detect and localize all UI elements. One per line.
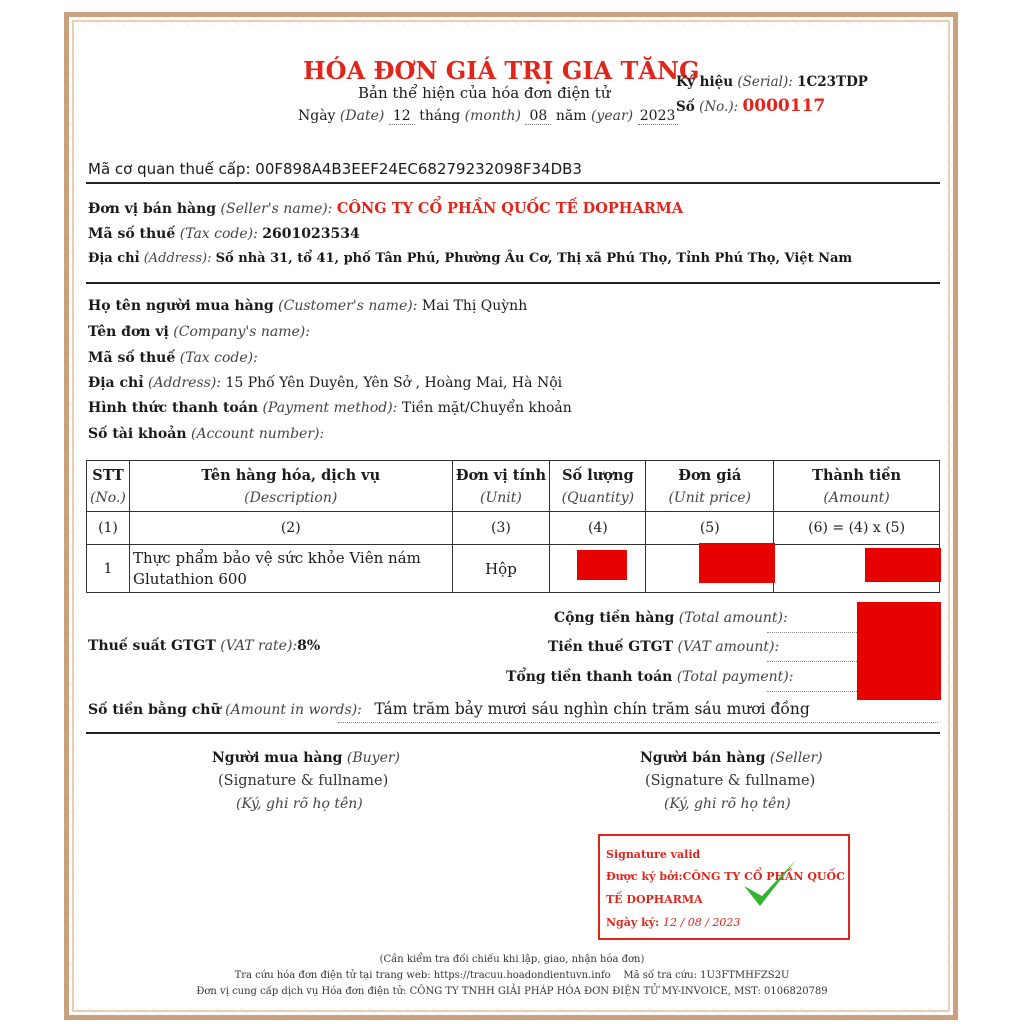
item-description-line: Glutathion 600 <box>132 569 247 588</box>
index-cell: (4) <box>550 512 646 545</box>
month-label-en: (month) <box>464 108 521 124</box>
buyer-title-en: (Buyer) <box>346 750 401 766</box>
total-amount-dotline <box>767 632 857 633</box>
item-description <box>129 545 452 593</box>
payment-method-label-en: (Payment method): <box>262 400 398 416</box>
seller-signature-hint: (Signature & fullname) <box>645 773 816 789</box>
total-amount-label-en: (Total amount): <box>678 610 788 626</box>
seller-title: Người bán hàng <box>640 750 766 766</box>
signed-by-text-2: TẾ DOPHARMA <box>606 893 703 906</box>
index-cell: (5) <box>646 512 774 545</box>
serial-value: 1C23TDP <box>797 74 868 90</box>
signed-date-label: Ngày ký: <box>606 916 660 929</box>
company-name-label-en: (Company's name): <box>173 324 310 340</box>
invoice-number-line <box>676 96 825 116</box>
checkmark-icon <box>740 856 800 912</box>
account-number-line <box>88 426 324 442</box>
divider <box>86 732 940 734</box>
account-number-label: Số tài khoản <box>88 426 187 442</box>
amount-words-dotline <box>338 722 938 723</box>
redacted-amount <box>865 548 941 582</box>
seller-title-en: (Seller) <box>769 750 823 766</box>
customer-name-line <box>88 298 527 314</box>
company-name-label: Tên đơn vị <box>88 324 169 340</box>
seller-tax-label: Mã số thuế <box>88 226 176 242</box>
footer-lookup <box>0 970 1024 981</box>
seller-address-line <box>88 251 852 266</box>
vat-rate-label-en: (VAT rate): <box>220 638 298 654</box>
lookup-website: Tra cứu hóa đơn điện tử tại trang web: https://tracuu.hoadondientuvn.info <box>234 970 611 981</box>
vat-rate-line <box>88 638 320 654</box>
buyer-address-label-en: (Address): <box>147 375 222 391</box>
customer-name: Mai Thị Quỳnh <box>421 298 528 314</box>
buyer-tax-label-en: (Tax code): <box>179 350 258 366</box>
signature-valid-text: Signature valid <box>606 848 701 861</box>
footer-note: (Cần kiểm tra đối chiếu khi lập, giao, nhận hóa đơn) <box>379 954 645 965</box>
index-cell: (2) <box>129 512 452 545</box>
month-label: tháng <box>419 108 461 124</box>
buyer-address-label: Địa chỉ <box>88 375 144 391</box>
customer-name-label-en: (Customer's name): <box>278 298 418 314</box>
invoice-title: HÓA ĐƠN GIÁ TRỊ GIA TĂNG <box>303 56 700 85</box>
column-header: Thành tiền (Amount) <box>774 461 940 512</box>
amount-words-line <box>88 700 810 718</box>
date-month: 08 <box>525 108 551 125</box>
item-unit: Hộp <box>452 545 550 593</box>
payment-method-line <box>88 400 572 416</box>
payment-method: Tiền mặt/Chuyển khoản <box>401 400 572 416</box>
seller-tax-code: 2601023534 <box>262 226 360 242</box>
seller-address-label: Địa chỉ <box>88 251 140 266</box>
redacted-quantity <box>577 550 627 580</box>
account-number-label-en: (Account number): <box>190 426 325 442</box>
column-header: Đơn vị tính (Unit) <box>452 461 550 512</box>
vat-amount-line <box>548 639 779 655</box>
amount-in-words: Tám trăm bảy mươi sáu nghìn chín trăm sáu mươi đồng <box>374 700 810 718</box>
buyer-title: Người mua hàng <box>212 750 343 766</box>
vat-rate-label: Thuế suất GTGT <box>88 638 216 654</box>
index-cell: (1) <box>87 512 130 545</box>
total-payment-line <box>506 669 793 685</box>
buyer-tax-line <box>88 350 258 366</box>
seller-name-label: Đơn vị bán hàng <box>88 201 217 217</box>
seller-name: CÔNG TY CỔ PHẦN QUỐC TẾ DOPHARMA <box>336 200 684 217</box>
tax-authority-code: 00F898A4B3EEF24EC68279232098F34DB3 <box>255 160 582 178</box>
column-header: STT (No.) <box>87 461 130 512</box>
index-cell: (3) <box>452 512 550 545</box>
redacted-totals <box>857 602 941 700</box>
seller-tax-label-en: (Tax code): <box>179 226 258 242</box>
seller-name-label-en: (Seller's name): <box>220 201 333 217</box>
customer-name-label: Họ tên người mua hàng <box>88 298 274 314</box>
column-header: Tên hàng hóa, dịch vụ (Description) <box>129 461 452 512</box>
number-label: Số <box>676 99 695 115</box>
divider <box>86 282 940 284</box>
digital-signature-stamp <box>598 834 850 940</box>
lookup-code: Mã số tra cứu: 1U3FTMHFZS2U <box>623 970 790 981</box>
serial-line <box>676 74 868 90</box>
date-year: 2023 <box>638 108 678 125</box>
table-index-row <box>87 512 940 545</box>
table-row <box>87 545 940 593</box>
vat-amount-label: Tiền thuế GTGT <box>548 639 674 655</box>
index-cell: (6) = (4) x (5) <box>774 512 940 545</box>
amount-words-label: Số tiền bằng chữ <box>88 702 221 718</box>
seller-signature-title <box>640 750 823 766</box>
invoice-subtitle: Bản thể hiện của hóa đơn điện tử <box>358 84 611 102</box>
date-day: 12 <box>389 108 415 125</box>
seller-signature-hint-vi: (Ký, ghi rõ họ tên) <box>664 796 791 812</box>
year-label: năm <box>555 108 587 124</box>
buyer-signature-hint-vi: (Ký, ghi rõ họ tên) <box>236 796 363 812</box>
item-description-line: Thực phẩm bảo vệ sức khỏe Viên nám <box>132 548 421 567</box>
table-header-row <box>87 461 940 512</box>
total-payment-dotline <box>767 691 857 692</box>
invoice-date <box>298 108 678 125</box>
tax-authority-label: Mã cơ quan thuế cấp: <box>88 160 251 178</box>
seller-name-line <box>88 200 683 217</box>
signed-date <box>606 916 740 929</box>
company-name-line <box>88 324 310 340</box>
vat-rate: 8% <box>297 638 321 654</box>
amount-words-label-en: (Amount in words): <box>225 702 362 718</box>
divider <box>86 182 940 184</box>
seller-tax-line <box>88 226 360 242</box>
year-label-en: (year) <box>590 108 634 124</box>
redacted-unit-price <box>699 543 775 583</box>
invoice-number: 0000117 <box>742 96 826 116</box>
footer-provider: Đơn vị cung cấp dịch vụ Hóa đơn điện tử: CÔNG TY TNHH GIẢI PHÁP HÓA ĐƠN ĐIỆN TỬ MY-INVOICE, MST: 0106820789 <box>196 986 828 997</box>
buyer-address-line <box>88 375 562 391</box>
signed-date-value: 12 / 08 / 2023 <box>663 916 741 929</box>
number-label-en: (No.): <box>699 99 739 115</box>
column-header: Số lượng (Quantity) <box>550 461 646 512</box>
buyer-signature-title <box>212 750 400 766</box>
column-header: Đơn giá (Unit price) <box>646 461 774 512</box>
tax-authority-line <box>88 160 582 178</box>
total-amount-label: Cộng tiền hàng <box>554 610 675 626</box>
seller-address-label-en: (Address): <box>143 251 212 266</box>
serial-label: Ký hiệu <box>676 74 734 90</box>
vat-amount-label-en: (VAT amount): <box>677 639 780 655</box>
payment-method-label: Hình thức thanh toán <box>88 400 259 416</box>
items-table <box>86 460 940 593</box>
total-amount-line <box>554 610 788 626</box>
total-payment-label: Tổng tiền thanh toán <box>506 669 673 685</box>
day-label-en: (Date) <box>339 108 385 124</box>
seller-address: Số nhà 31, tổ 41, phố Tân Phú, Phường Âu Cơ, Thị xã Phú Thọ, Tỉnh Phú Thọ, Việt Nam <box>215 251 853 266</box>
buyer-address: 15 Phố Yên Duyên, Yên Sở , Hoàng Mai, Hà Nội <box>225 375 563 391</box>
buyer-tax-label: Mã số thuế <box>88 350 176 366</box>
vat-amount-dotline <box>767 661 857 662</box>
signed-by-text: Được ký bởi:CÔNG TY CỔ PHẦN QUỐC <box>606 870 845 883</box>
serial-label-en: (Serial): <box>737 74 793 90</box>
total-payment-label-en: (Total payment): <box>676 669 794 685</box>
row-number: 1 <box>87 545 130 593</box>
day-label: Ngày <box>298 108 336 124</box>
buyer-signature-hint: (Signature & fullname) <box>218 773 389 789</box>
